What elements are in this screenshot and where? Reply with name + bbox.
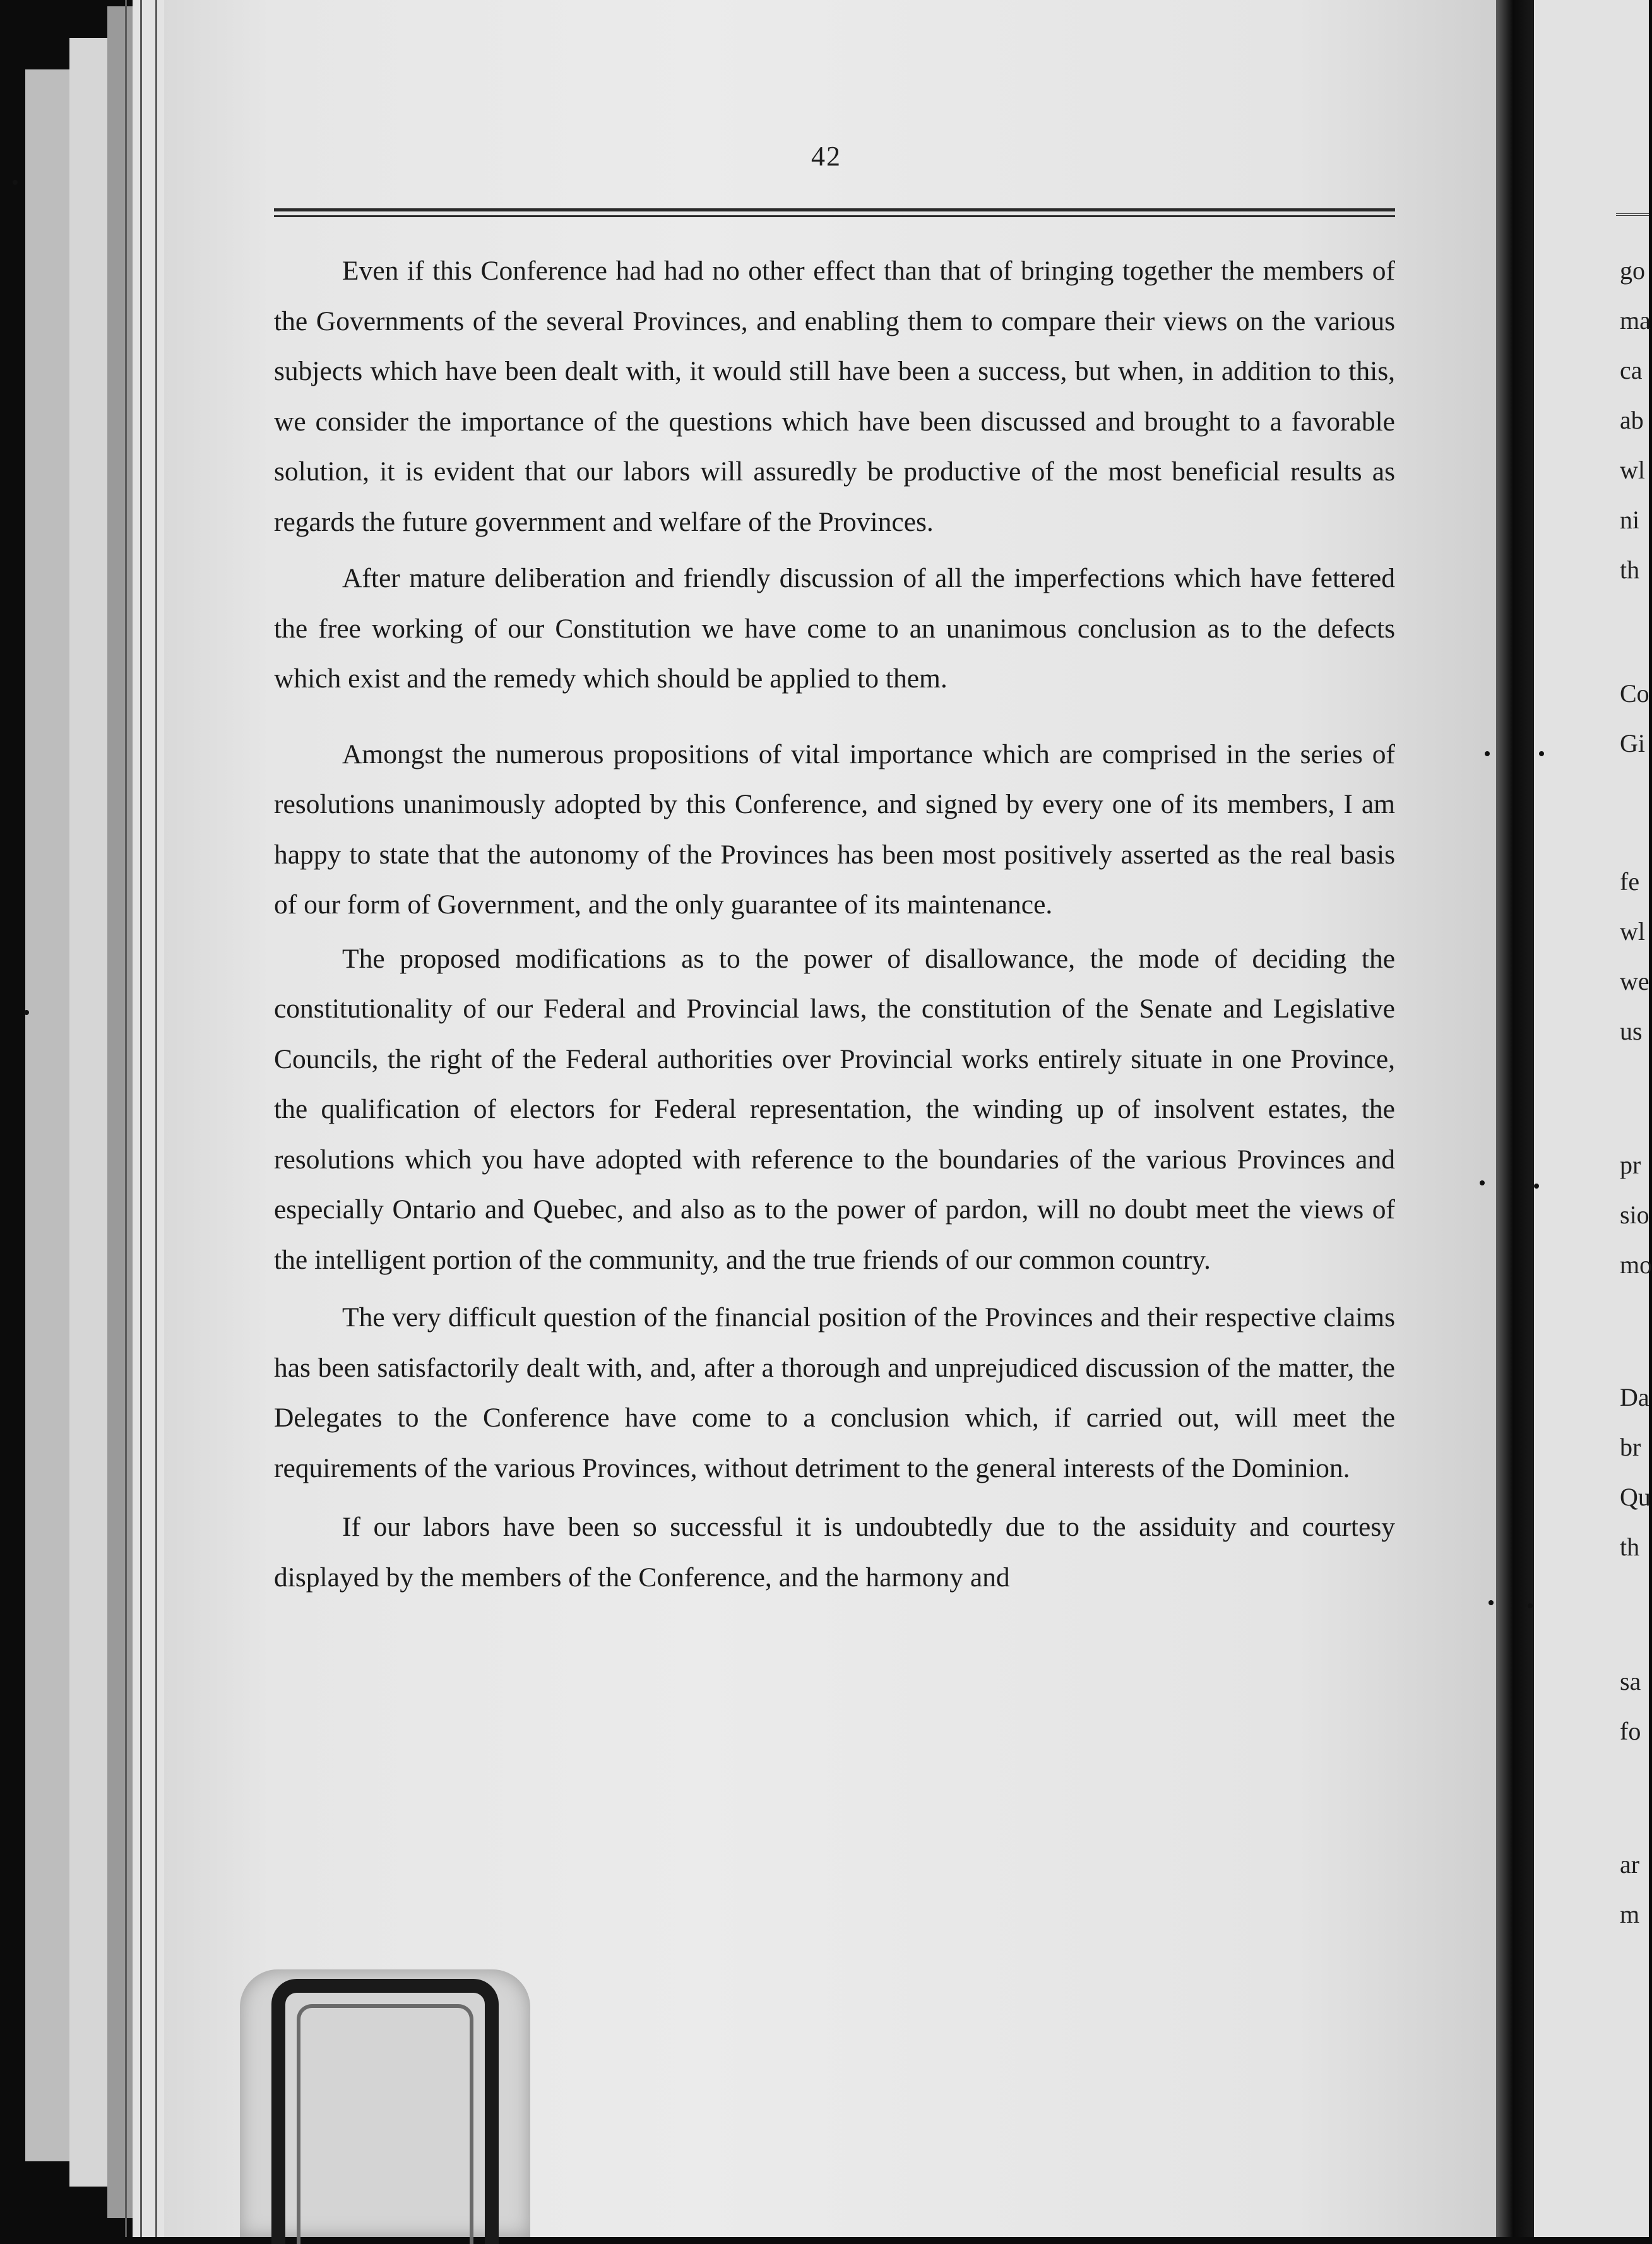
page-body (274, 246, 1395, 1603)
page-edge-line (125, 0, 127, 2237)
facing-page-fragment: we (1620, 967, 1649, 995)
facing-page-fragment: br (1620, 1433, 1641, 1461)
scan-speck (1489, 1600, 1494, 1605)
facing-page-fragment: Co (1620, 679, 1649, 708)
book-gutter (1496, 0, 1534, 2237)
facing-page-fragment: us (1620, 1017, 1643, 1045)
page-edge-line (140, 0, 142, 2237)
facing-page-fragment: ni (1620, 506, 1640, 534)
scan-speck (13, 180, 18, 185)
facing-page-fragment: wl (1620, 456, 1645, 484)
facing-page-fragment: ar (1620, 1850, 1640, 1879)
paragraph: Even if this Conference had had no other effect than that of bringing together the members of the Governments of the several Provinces, and enabling them to compare their views on the various subjects which have been dealt with, it would still have been a success, but when, in addition to this, we consider the importance of the questions which have been discussed and brought to a favorable solution, it is evident that our labors will assuredly be productive of the most beneficial results as regards the future government and welfare of the Provinces. (274, 256, 1395, 537)
page-edge-line (155, 0, 157, 2237)
paragraph: The very difficult question of the financial position of the Provinces and their respective claims has been satisfactorily dealt with, and, after a thorough and unprejudiced discussion of the matter, the Delegates to the Conference have come to a conclusion which, if carried out, will meet the requirements of the various Provinces, without detriment to the general interests of the Dominion. (274, 1302, 1395, 1483)
facing-page-fragment: th (1620, 1533, 1640, 1561)
facing-page-fragment: Qu (1620, 1483, 1651, 1511)
facing-page-fragment: pr (1620, 1151, 1641, 1179)
scan-speck (1539, 751, 1544, 756)
paragraph: Amongst the numerous propositions of vital importance which are comprised in the series of resolutions unanimously adopted by this Conference, and signed by every one of its members, I am happy to state that the autonomy of the Provinces has been most positively asserted as the real basis of our form of Government, and the only guarantee of its maintenance. (274, 739, 1395, 920)
facing-page-fragment: fe (1620, 867, 1640, 896)
facing-page-fragment: mo (1620, 1250, 1652, 1279)
page-number: 42 (811, 141, 841, 172)
scan-speck (1534, 1184, 1539, 1189)
facing-page-fragment: sio (1620, 1201, 1649, 1229)
facing-page-fragment: th (1620, 555, 1640, 584)
paragraph: The proposed modifications as to the power of disallowance, the mode of deciding the constitutionality of our Federal and Provincial laws, the constitution of the Senate and Legislative Councils, the right of the Federal authorities over Provincial works entirely situate in one Province, the qualification of electors for Federal representation, the winding up of insolvent estates, the resolutions which you have adopted with reference to the boundaries of the various Provinces and especially Ontario and Quebec, and also as to the power of pardon, will no doubt meet the views of the intelligent portion of the community, and the true friends of our common country. (274, 943, 1395, 1275)
facing-page-fragment: wl (1620, 917, 1645, 946)
facing-page-fragment: Da (1620, 1383, 1649, 1411)
facing-page-fragment: sa (1620, 1667, 1641, 1695)
scan-speck (1485, 751, 1490, 756)
paragraph: After mature deliberation and friendly discussion of all the imperfections which have fettered the free working of our Constitution we have come to an unanimous conclusion as to the defects which exist and the remedy which should be applied to them. (274, 563, 1395, 694)
facing-page-fragment: go (1620, 256, 1645, 285)
scan-speck (1480, 1180, 1485, 1185)
facing-page-fragment: fo (1620, 1717, 1641, 1745)
scan-speck (24, 1010, 29, 1015)
facing-page-fragment: ma (1620, 306, 1651, 335)
scan-speck (1528, 1603, 1533, 1608)
paragraph: If our labors have been so successful it is undoubtedly due to the assiduity and courtesy displayed by the members of the Conference, and the harmony and (274, 1512, 1395, 1593)
facing-page-rule (1616, 213, 1649, 216)
binder-clip-wire-inner (297, 2004, 473, 2244)
header-double-rule (274, 208, 1395, 217)
facing-page-fragment: ab (1620, 406, 1644, 434)
facing-page-fragment: ca (1620, 356, 1643, 384)
facing-page-fragment: Gi (1620, 729, 1645, 757)
facing-page-fragment: m (1620, 1900, 1640, 1928)
